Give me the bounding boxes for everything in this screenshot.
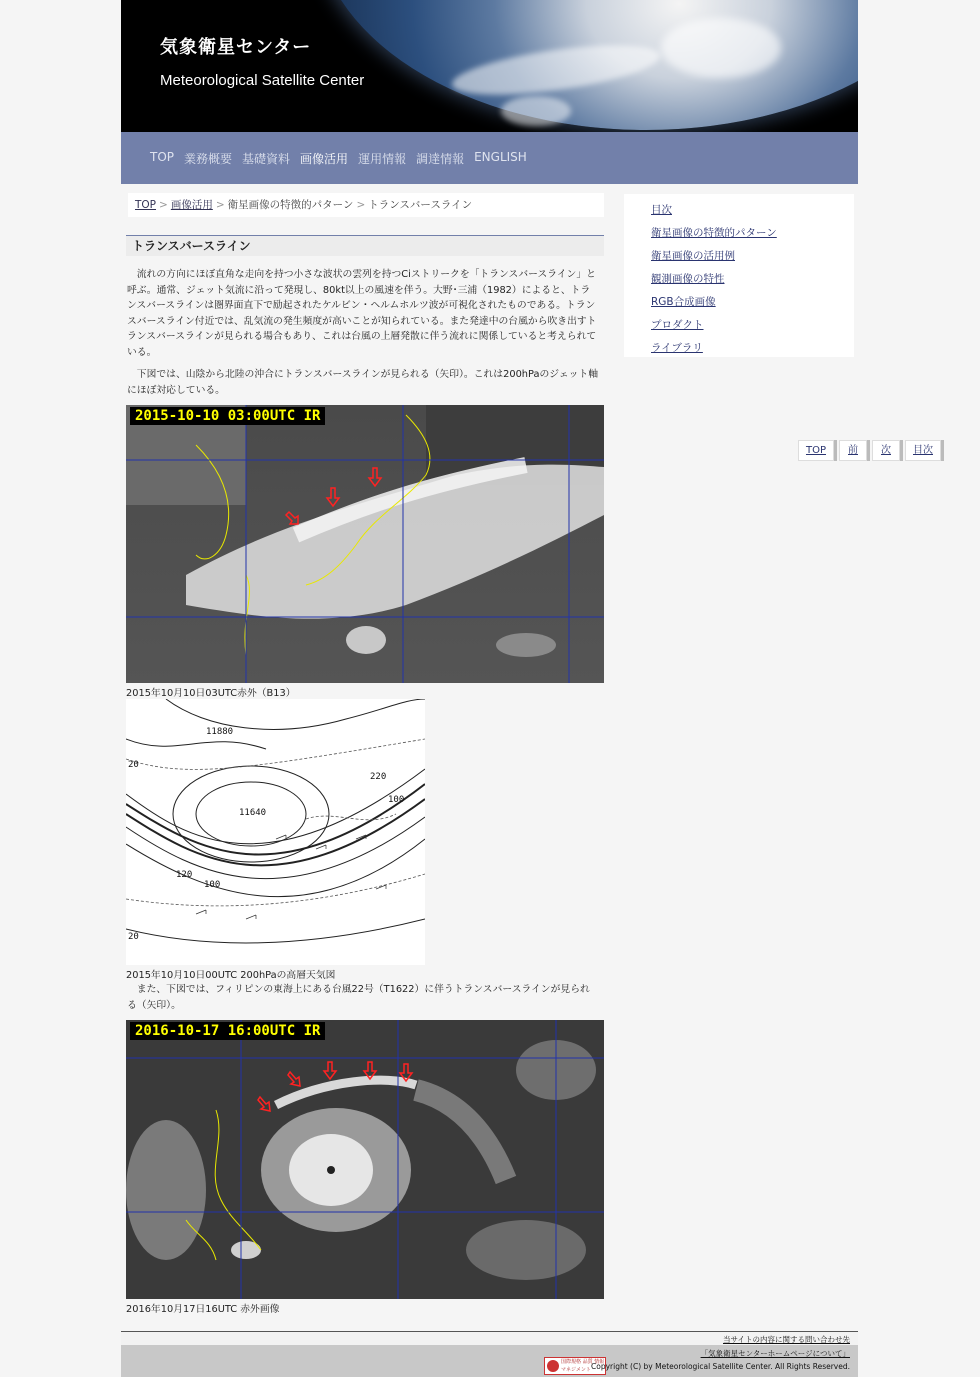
chart-label-20-lower: 20 — [128, 932, 139, 942]
intro-paragraph: 流れの方向にほぼ直角な走向を持つ小さな波状の雲列を持つCiストリークを「トランスバースライン」と呼ぶ。通常、ジェット気流に沿って発現し、80kt以上の風速を伴う。大野･三浦（1982）によると、トランスバースラインは圏界面直下で励起されたケルビン・ヘルムホルツ波が可視化されたものである。トランスバースライン付近では、乱気流の発生頻度が高いことが知られている。また発達中の台風から吹き出すトランスバースラインが見られる場合もあり、これは台風の上層発散に伴う流れに関係していると考えられている。 — [127, 269, 597, 358]
contour-label-11640: 11640 — [239, 808, 267, 818]
nav-item-business[interactable]: 業務概要 — [184, 152, 233, 166]
breadcrumb-current: トランスバースライン — [368, 199, 473, 211]
breadcrumb-image-use[interactable]: 画像活用 — [170, 199, 213, 211]
site-subtitle: Meteorological Satellite Center — [160, 72, 365, 89]
sidebar-item-products[interactable]: プロダクト — [651, 319, 704, 331]
site-title[interactable]: 気象衛星センター — [160, 37, 312, 58]
footer-contact-link[interactable]: 当サイトの内容に関する問い合わせ先 — [723, 1335, 850, 1344]
sidebar-item-contents[interactable]: 目次 — [651, 204, 672, 216]
chart-label-120: 120 — [176, 870, 193, 880]
satellite-image-2016 — [126, 1020, 604, 1299]
sidebar-item-rgb[interactable]: RGB合成画像 — [651, 296, 716, 308]
footer-copyright: Copyright (C) by Meteorological Satellite Center. All Rights Reserved. — [591, 1362, 850, 1371]
main-nav — [121, 132, 858, 184]
breadcrumb-patterns: 衛星画像の特徴的パターン — [227, 199, 354, 211]
contour-label-11880: 11880 — [206, 727, 234, 737]
figure3-caption: 2016年10月17日16UTC 赤外画像 — [126, 1304, 280, 1315]
sidebar-item-patterns[interactable]: 衛星画像の特徴的パターン — [651, 227, 777, 239]
certification-mark-icon — [547, 1360, 559, 1372]
nav-item-top[interactable]: TOP — [150, 150, 175, 164]
chart-label-100-left: 100 — [204, 880, 221, 890]
pager-contents-button[interactable]: 目次 — [905, 440, 944, 461]
pager-prev-button[interactable]: 前 — [839, 440, 870, 461]
figure1-caption: 2015年10月10日03UTC赤外（B13） — [126, 688, 296, 699]
nav-item-operations[interactable]: 運用情報 — [358, 152, 407, 166]
breadcrumb-top[interactable]: TOP — [135, 199, 157, 211]
sidebar-item-characteristics[interactable]: 観測画像の特性 — [651, 273, 725, 285]
nav-item-procurement[interactable]: 調達情報 — [416, 152, 465, 166]
pager-next-button[interactable]: 次 — [872, 440, 903, 461]
footer — [121, 1331, 858, 1377]
figure3-description: また、下図では、フィリピンの東海上にある台風22号（T1622）に伴うトランスバースラインが見られる（矢印）。 — [127, 984, 590, 1011]
breadcrumb: TOP > 画像活用 > 衛星画像の特徴的パターン > トランスバースライン — [128, 193, 604, 217]
figure1-description: 下図では、山陰から北陸の沖合にトランスバースラインが見られる（矢印）。これは200hPaのジェット軸にほぼ対応している。 — [127, 369, 599, 396]
nav-item-basics[interactable]: 基礎資料 — [242, 152, 291, 166]
satellite-image-2015 — [126, 405, 604, 683]
nav-item-image-use[interactable]: 画像活用 — [300, 152, 349, 166]
chart-label-20-upper: 20 — [128, 760, 139, 770]
figure1-timestamp: 2015-10-10 03:00UTC IR — [130, 407, 325, 425]
nav-item-english[interactable]: ENGLISH — [474, 150, 527, 164]
page-navigation — [798, 440, 946, 461]
pager-top-button[interactable]: TOP — [798, 440, 837, 461]
header-banner — [121, 0, 858, 132]
upper-air-chart — [126, 699, 425, 965]
figure3-timestamp: 2016-10-17 16:00UTC IR — [130, 1022, 325, 1040]
footer-about-link[interactable]: 「気象衛星センターホームページについて」 — [700, 1349, 850, 1358]
figure2-caption: 2015年10月10日00UTC 200hPaの高層天気図 — [126, 970, 336, 981]
sidebar-menu — [624, 194, 854, 357]
page-title: トランスバースライン — [126, 235, 604, 256]
chart-label-220: 220 — [370, 772, 387, 782]
certification-logo[interactable]: 国際規格 品質 情報 マネジメント — [544, 1357, 606, 1375]
sidebar-item-library[interactable]: ライブラリ — [651, 342, 703, 354]
sidebar-item-examples[interactable]: 衛星画像の活用例 — [651, 250, 735, 262]
chart-label-100-right: 100 — [388, 795, 405, 805]
